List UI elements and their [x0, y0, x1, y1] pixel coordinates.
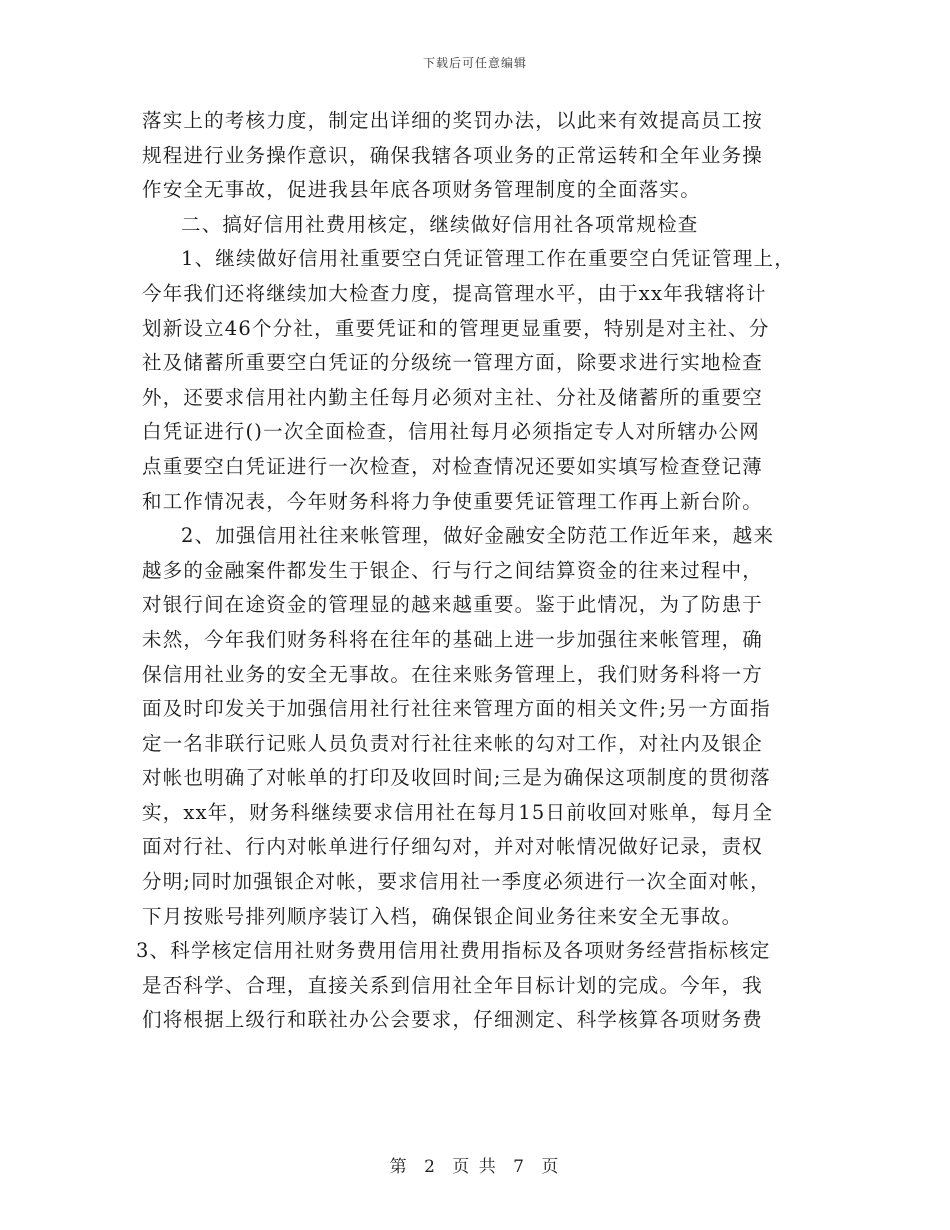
page-footer [0, 1152, 950, 1177]
text-line: 分明;同时加强银企对帐，要求信用社一季度必须进行一次全面对帐， [142, 870, 771, 894]
footer-suffix: 页 [541, 1157, 561, 1177]
text-line: 点重要空白凭证进行一次检查，对检查情况还要如实填写检查登记薄 [142, 454, 764, 478]
text-line: 2、加强信用社往来帐管理，做好金融安全防范工作近年来，越来 [181, 524, 775, 548]
text-line: 二、搞好信用社费用核定，继续做好信用社各项常规检查 [181, 212, 699, 236]
text-line: 是否科学、合理，直接关系到信用社全年目标计划的完成。今年，我 [142, 973, 764, 997]
text-line: 对银行间在途资金的管理显的越来越重要。鉴于此情况，为了防患于 [142, 593, 764, 617]
text-line: 下月按账号排列顺序装订入档，确保银企间业务往来安全无事故。 [142, 904, 743, 928]
text-line: 们将根据上级行和联社办公会要求，仔细测定、科学核算各项财务费 [142, 1008, 764, 1032]
document-body [136, 104, 810, 1038]
text-line: 面及时印发关于加强信用社行社往来管理方面的相关文件;另一方面指 [142, 697, 771, 721]
text-line: 白凭证进行()一次全面检查，信用社每月必须指定专人对所辖办公网 [142, 420, 760, 444]
text-line: 对帐也明确了对帐单的打印及收回时间;三是为确保这项制度的贯彻落 [142, 766, 771, 790]
text-line: 外，还要求信用社内勤主任每月必须对主社、分社及储蓄所的重要空 [142, 385, 764, 409]
footer-prefix: 第 [389, 1157, 409, 1177]
text-line: 1、继续做好信用社重要空白凭证管理工作在重要空白凭证管理上， [181, 247, 795, 271]
text-line: 作安全无事故，促进我县年底各项财务管理制度的全面落实。 [142, 178, 701, 202]
text-line: 越多的金融案件都发生于银企、行与行之间结算资金的往来过程中， [142, 558, 764, 582]
page-header: 下载后可任意编辑 [422, 56, 527, 70]
text-line: 社及储蓄所重要空白凭证的分级统一管理方面，除要求进行实地检查 [142, 351, 764, 375]
footer-middle: 页 共 [452, 1157, 498, 1177]
text-line: 今年我们还将继续加大检查力度，提高管理水平，由于xx年我辖将计 [142, 281, 767, 305]
text-line: 未然，今年我们财务科将在往年的基础上进一步加强往来帐管理，确 [142, 627, 764, 651]
footer-total-pages: 7 [513, 1157, 526, 1177]
text-line: 面对行社、行内对帐单进行仔细勾对，并对对帐情况做好记录，责权 [142, 835, 764, 859]
text-line: 划新设立46个分社，重要凭证和的管理更显重要，特别是对主社、分 [142, 316, 770, 340]
text-line: 实，xx年，财务科继续要求信用社在每月15日前收回对账单，每月全 [142, 800, 774, 824]
text-line: 保信用社业务的安全无事故。在往来账务管理上，我们财务科将一方 [142, 662, 764, 686]
text-line: 落实上的考核力度，制定出详细的奖罚办法，以此来有效提高员工按 [142, 109, 764, 132]
text-line: 和工作情况表，今年财务科将力争使重要凭证管理工作再上新台阶。 [142, 489, 764, 513]
text-line: 3、科学核定信用社财务费用信用社费用指标及各项财务经营指标核定 [136, 939, 771, 963]
text-line: 规程进行业务操作意识，确保我辖各项业务的正常运转和全年业务操 [142, 143, 764, 167]
text-line: 定一名非联行记账人员负责对行社往来帐的勾对工作，对社内及银企 [142, 731, 764, 755]
footer-page-number: 2 [424, 1157, 437, 1177]
